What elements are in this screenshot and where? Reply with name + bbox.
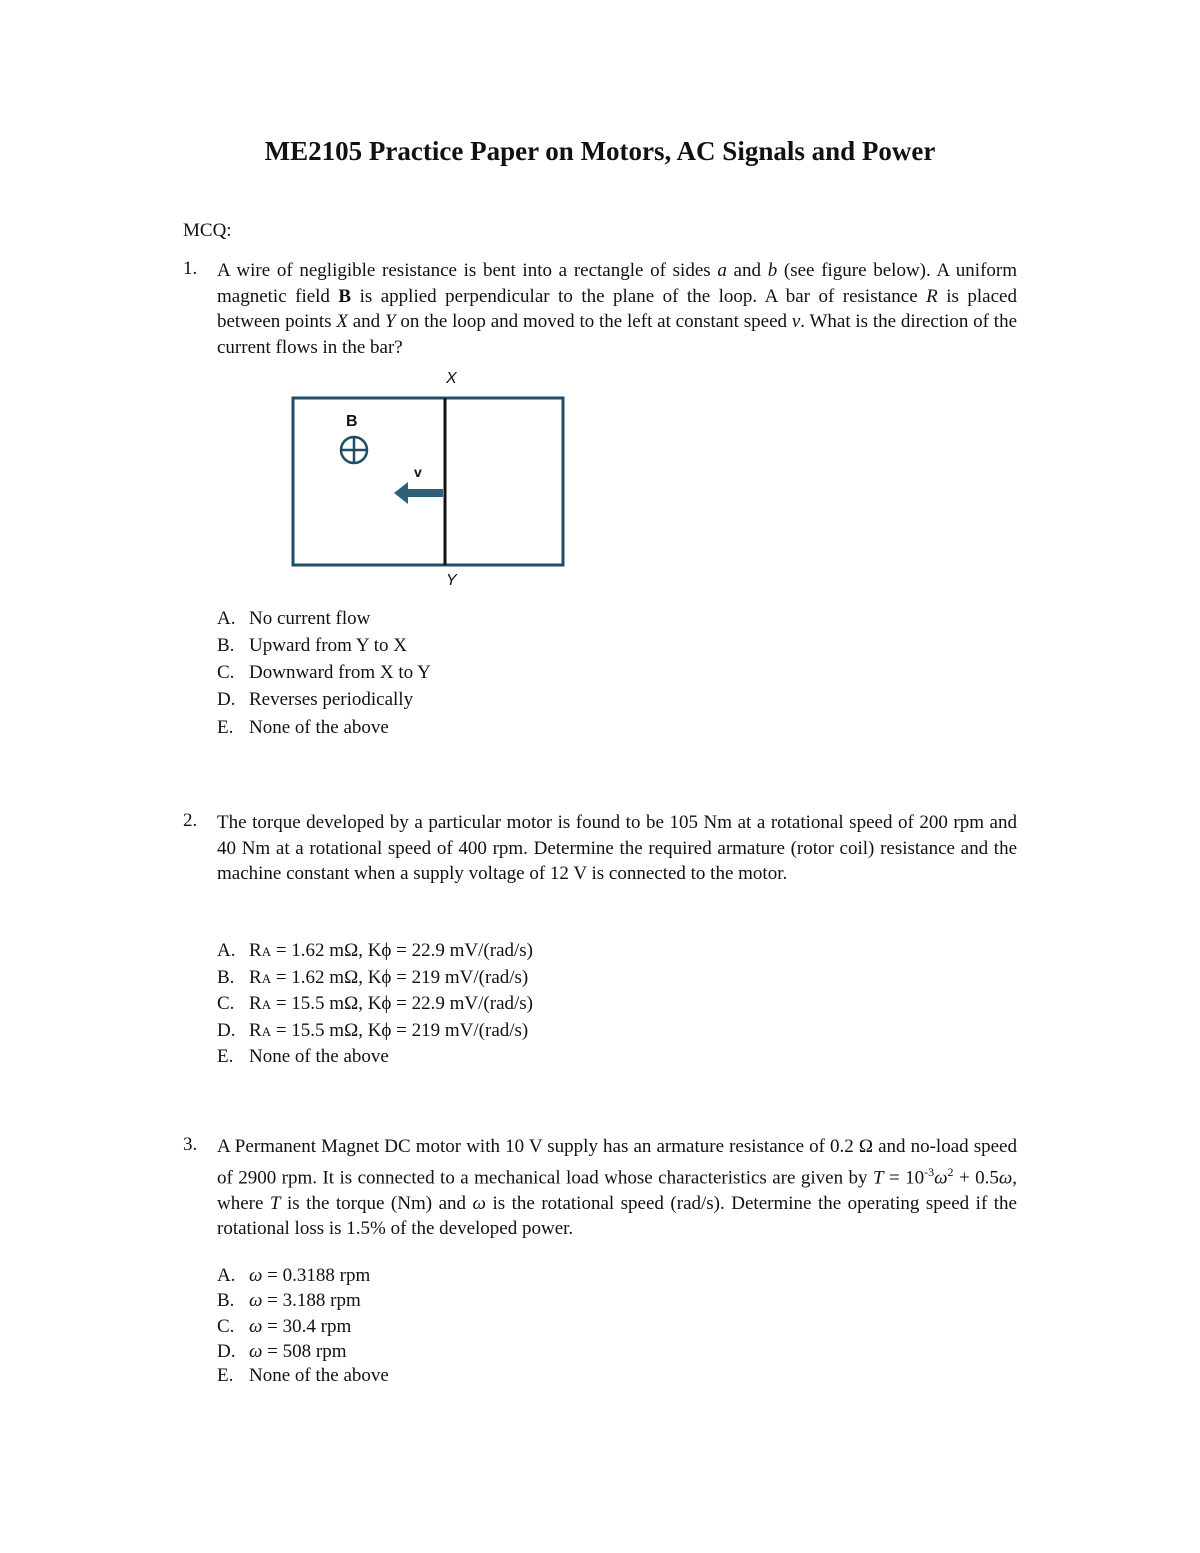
question-1-text: A wire of negligible resistance is bent into a rectangle of sides a and b (see figure below). A uniform magnetic field B is applied perpendicular to the plane of the loop. A bar of resistance R is placed between points X and Y on the loop and moved to the left at constant speed v. What is the direction of the current flows in the bar? <box>217 260 1018 358</box>
figure-label-y: Y <box>446 572 457 589</box>
wire-loop <box>293 398 563 565</box>
question-1-option-b[interactable]: B. Upward from Y to X <box>217 635 407 656</box>
question-2-option-a[interactable]: A. RA = 1.62 mΩ, Kϕ = 22.9 mV/(rad/s) <box>217 940 533 961</box>
figure-label-x: X <box>446 370 457 387</box>
question-3-text: A Permanent Magnet DC motor with 10 V supply has an armature resistance of 0.2 Ω and no-load speed of 2900 rpm. It is connected to a mechanical load whose characteristics are given by $T = 10^{-3}\omega^2 + 0.5\omega$, where T is the torque (Nm) and ω is the rotational speed (rad/s). Determine the operating speed if the rotational loss is 1.5% of the developed power. <box>217 1136 1018 1240</box>
question-1-option-c[interactable]: C. Downward from X to Y <box>217 662 431 683</box>
question-3-option-a[interactable]: A. ω = 0.3188 rpm <box>217 1265 371 1286</box>
loop-figure <box>285 390 575 574</box>
question-3-option-b[interactable]: B. ω = 3.188 rpm <box>217 1290 361 1311</box>
question-1-number: 1. <box>183 258 198 279</box>
question-3-number: 3. <box>183 1134 198 1155</box>
figure-label-b: B <box>346 413 358 430</box>
velocity-arrow-icon <box>394 482 443 504</box>
question-3-option-e[interactable]: E. None of the above <box>217 1365 389 1386</box>
page-title: ME2105 Practice Paper on Motors, AC Signals and Power <box>264 136 936 166</box>
question-2-number: 2. <box>183 810 198 831</box>
question-3-option-d[interactable]: D. ω = 508 rpm <box>217 1341 347 1362</box>
b-field-into-page-icon <box>341 437 367 463</box>
question-2-option-c[interactable]: C. RA = 15.5 mΩ, Kϕ = 22.9 mV/(rad/s) <box>217 993 533 1014</box>
figure-label-v: v <box>414 464 422 480</box>
question-2-option-b[interactable]: B. RA = 1.62 mΩ, Kϕ = 219 mV/(rad/s) <box>217 967 529 988</box>
question-2-text: The torque developed by a particular motor is found to be 105 Nm at a rotational speed of 200 rpm and 40 Nm at a rotational speed of 400 rpm. Determine the required armature (rotor coil) resistance and the machine constant when a supply voltage of 12 V is connected to the motor. <box>217 812 1017 885</box>
question-1-option-a[interactable]: A. No current flow <box>217 608 371 629</box>
question-1-option-d[interactable]: D. Reverses periodically <box>217 689 414 710</box>
question-1-option-e[interactable]: E. None of the above <box>217 717 389 738</box>
question-2-option-d[interactable]: D. RA = 15.5 mΩ, Kϕ = 219 mV/(rad/s) <box>217 1020 529 1041</box>
question-3-option-c[interactable]: C. ω = 30.4 rpm <box>217 1316 352 1337</box>
question-2-option-e[interactable]: E. None of the above <box>217 1046 389 1067</box>
section-label: MCQ: <box>183 220 232 241</box>
